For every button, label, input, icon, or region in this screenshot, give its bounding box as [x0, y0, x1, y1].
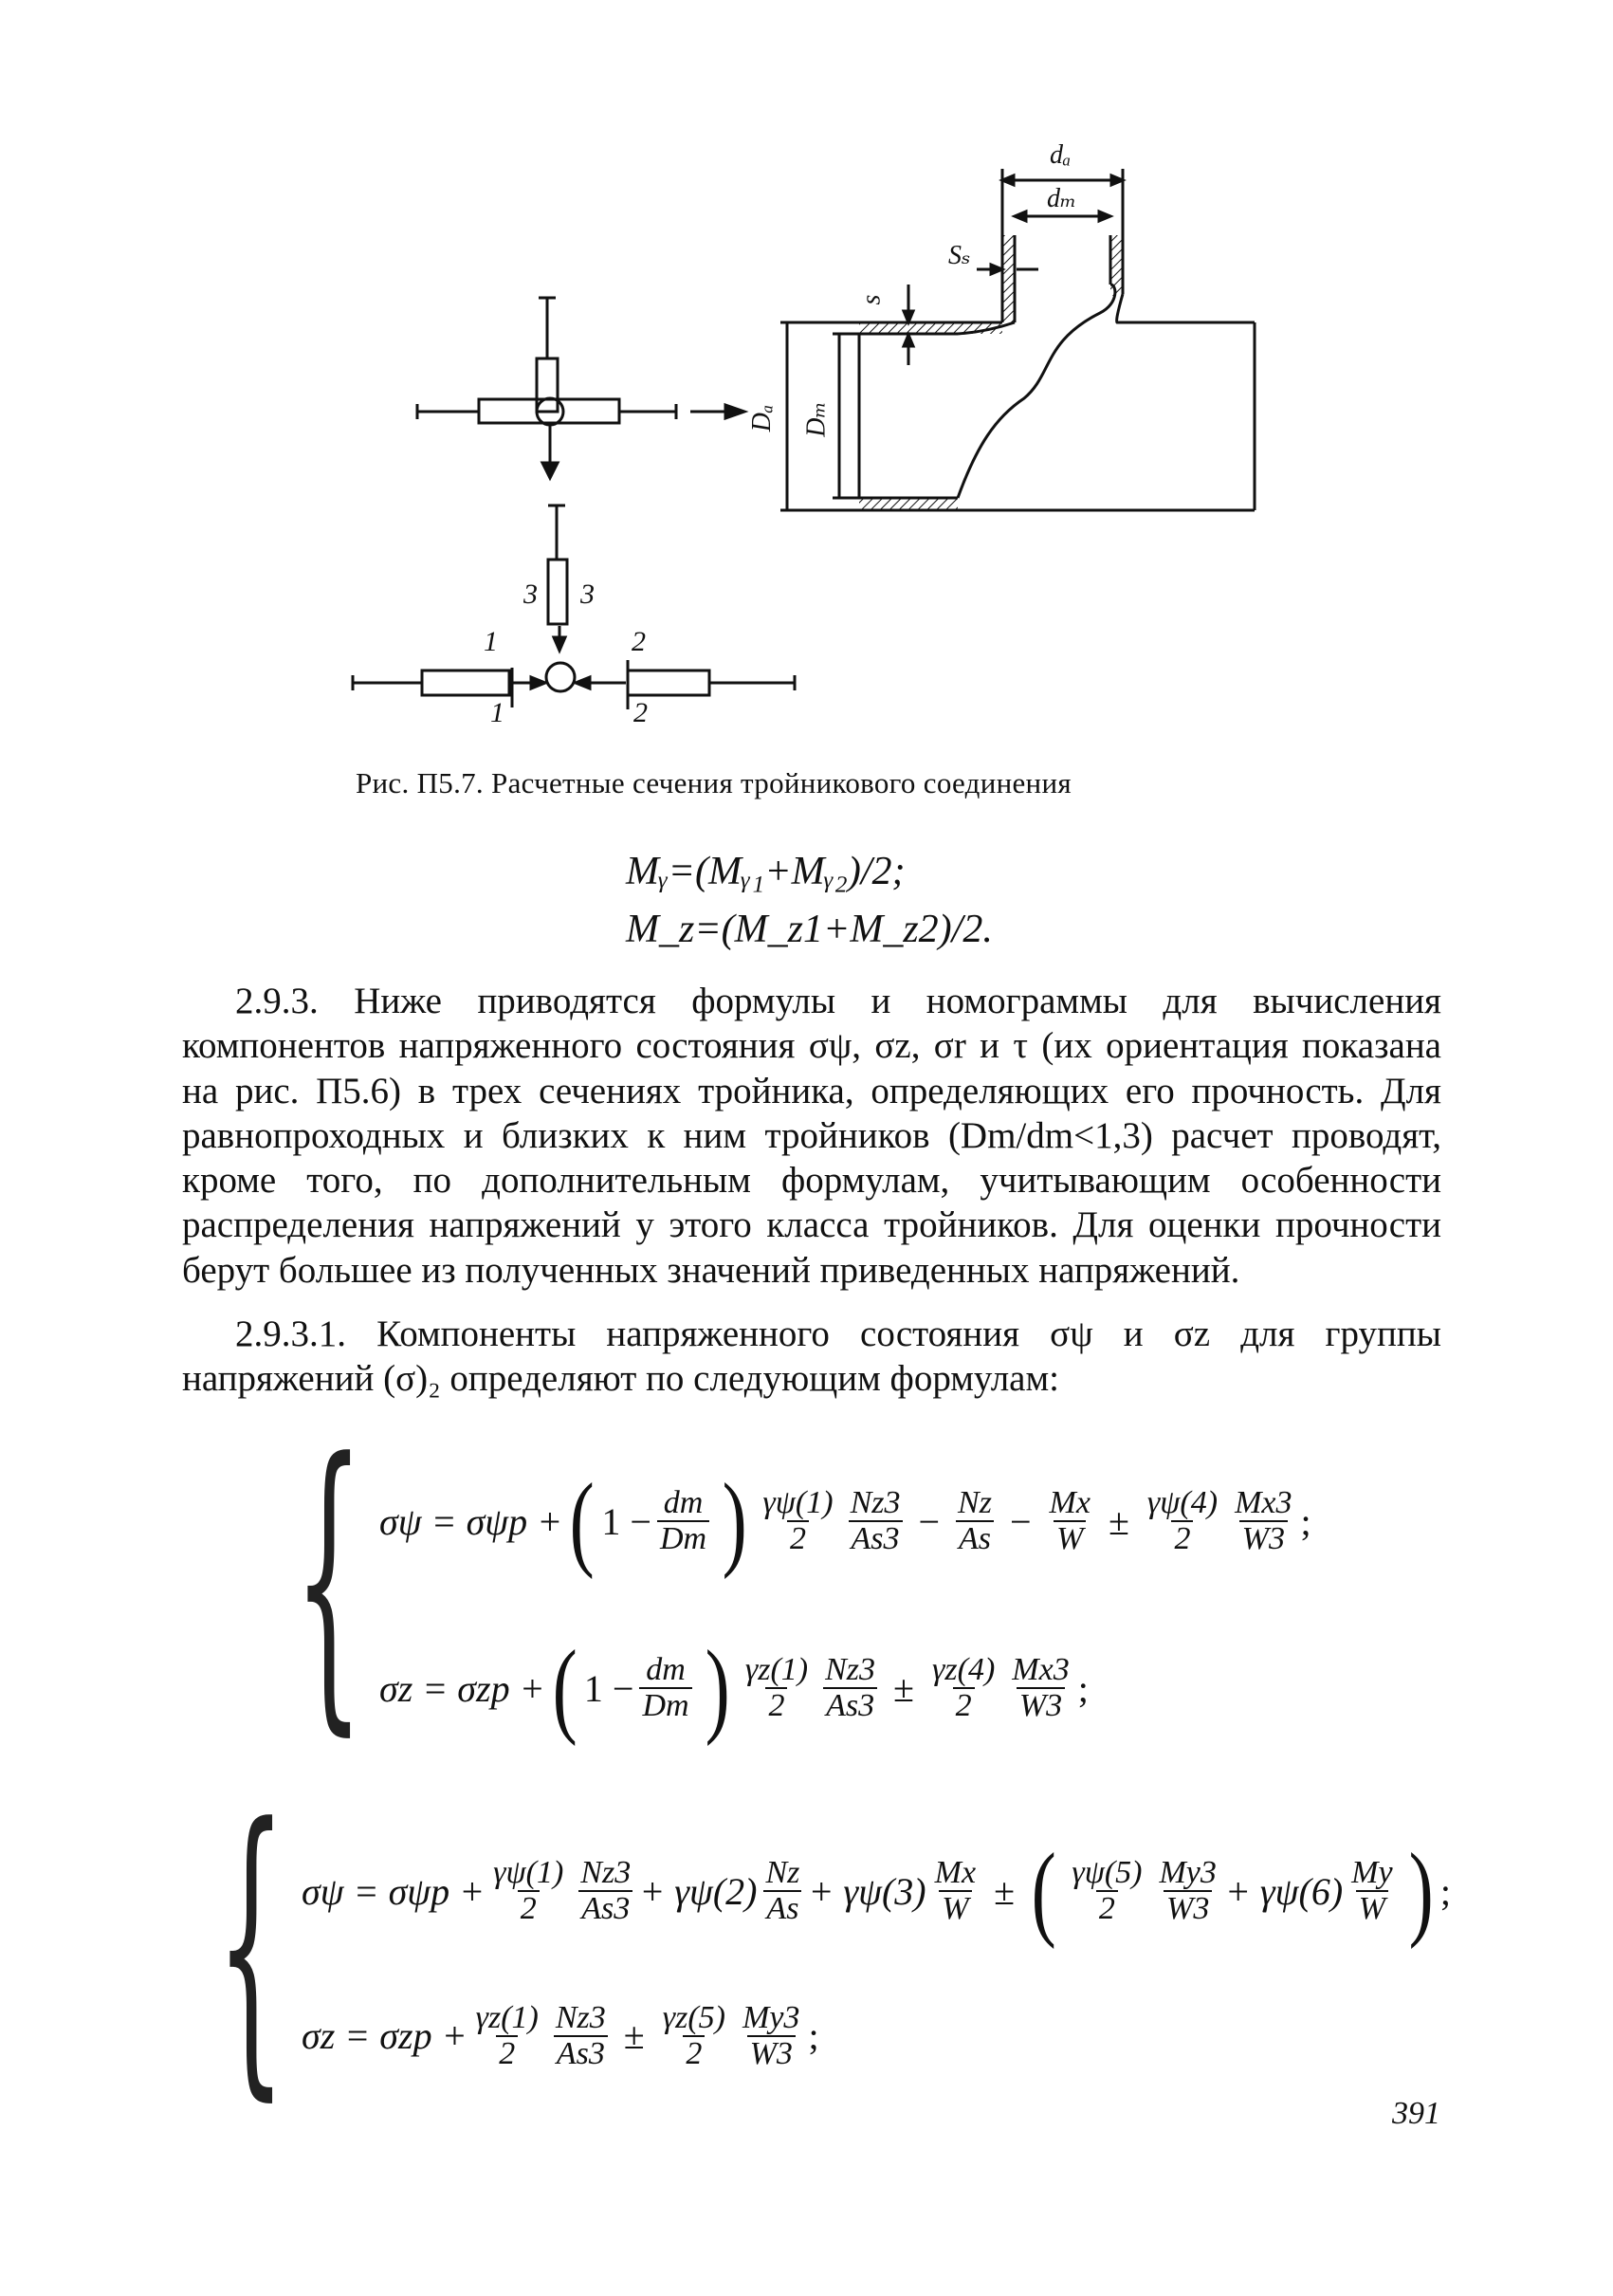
- s1r2-frac-g4: $\frac{\gamma z(4)}{2}$: [932, 1652, 996, 1723]
- paragraph-2-9-3-1: [182, 1312, 1441, 1402]
- s2r1-frac-g5: $\frac{\gamma\psi(5)}{2}$: [1072, 1855, 1143, 1926]
- s1r1-frac-Mx: $\frac{Mx}{W}$: [1049, 1485, 1091, 1556]
- lower-left-rect: [422, 670, 509, 695]
- upper-node-circle: [537, 398, 563, 425]
- s1r1-frac-dm-Dm: $\frac{dm}{Dm}$: [657, 1486, 709, 1555]
- label-section1-top: 1: [484, 626, 498, 657]
- label-Dm: Dₘ: [801, 401, 832, 437]
- s2r2-frac-g5: $\frac{\gamma z(5)}{2}$: [662, 2000, 726, 2071]
- s2r2-frac-Nz3: $\frac{Nz3}{As3}$: [553, 2001, 609, 2070]
- s2r1-frac-Nz3: $\frac{Nz3}{As3}$: [577, 1856, 633, 1925]
- paragraph-2-9-3-text: 2.9.3. Ниже приводятся формулы и номограммы для вычисления компонентов напряженного состояния σψ, σz, σr и τ (их ориентация показана на рис. П5.6) в трех сечениях тройника, определяющих его прочность. Для равнопроходных и близких к ним тройников (Dm/dm<1,3) расчет проводят, кроме того, по дополнительным формулам, учитывающим особенности распределения напряжений у этого класса тройников. Для оценки прочности берут большее из полученных значений приведенных напряжений.: [182, 981, 1441, 1291]
- system1-row1: σψ = σψp + ( 1 − $\frac{dm}{Dm}$ ) $\frac{\gamma\psi(1)}{2}$ $\frac{Nz3}{As3}$ − $\frac{Nz}{As}$ − $\frac{Mx}{W}$ ± $\frac{\gamma\psi(4)}{2}$ $\frac{Mx3}{W3}$ ;: [379, 1462, 1311, 1580]
- label-ss: Sₛ: [948, 241, 971, 270]
- lower-right-rect: [628, 670, 709, 695]
- label-s: s: [856, 294, 887, 305]
- page-number: 391: [1392, 2096, 1440, 2131]
- s1r2-frac-g1: $\frac{\gamma z(1)}{2}$: [744, 1652, 809, 1723]
- s1r1-frac-Mx3: $\frac{Mx3}{W3}$: [1235, 1485, 1292, 1556]
- s1r2-frac-dm-Dm: $\frac{dm}{Dm}$: [639, 1653, 691, 1722]
- label-dm: dₘ: [1047, 184, 1077, 213]
- figure-caption: Рис. П5.7. Расчетные сечения тройникового соединения: [356, 766, 1072, 799]
- s1r2-frac-Nz3: $\frac{Nz3}{As3}$: [822, 1653, 878, 1722]
- paragraph-2-9-3: [182, 979, 1441, 1293]
- equation-Mz: M_z=(M_z1+M_z2)/2.: [626, 908, 993, 951]
- equation-My: Mᵧ=(Mᵧ₁+Mᵧ₂)/2;: [626, 850, 906, 893]
- lower-stem-rect: [548, 560, 567, 624]
- s1r1-frac-g1: $\frac{\gamma\psi(1)}{2}$: [762, 1485, 834, 1556]
- s2r1-frac-My: $\frac{My}{W}$: [1351, 1855, 1393, 1926]
- system1-brace: {: [294, 1397, 364, 1761]
- s1r1-frac-Nz: $\frac{Nz}{As}$: [955, 1486, 995, 1555]
- label-section3-left: 3: [523, 579, 538, 610]
- system1-row2: σz = σzp + ( 1 − $\frac{dm}{Dm}$ ) $\frac{\gamma z(1)}{2}$ $\frac{Nz3}{As3}$ ± $\frac{\gamma z(4)}{2}$ $\frac{Mx3}{W3}$ ;: [379, 1629, 1089, 1747]
- label-section3-right: 3: [580, 579, 595, 610]
- label-Da: Dₐ: [747, 404, 778, 432]
- label-da: dₐ: [1050, 140, 1072, 170]
- s2r1-frac-g1: $\frac{\gamma\psi(1)}{2}$: [493, 1855, 564, 1926]
- label-section2-top: 2: [632, 626, 646, 657]
- system2-row2: σz = σzp + $\frac{\gamma z(1)}{2}$ $\frac{Nz3}{As3}$ ± $\frac{\gamma z(5)}{2}$ $\frac{My3}{W3}$ ;: [302, 2000, 819, 2071]
- s1r1-frac-Nz3: $\frac{Nz3}{As3}$: [848, 1486, 904, 1555]
- s1r2-lhs: σz = σzp +: [379, 1666, 545, 1710]
- system2-brace: {: [216, 1762, 286, 2126]
- s1r1-one-minus: 1 −: [601, 1499, 651, 1543]
- system2-row1: σψ = σψp + $\frac{\gamma\psi(1)}{2}$ $\frac{Nz3}{As3}$ + γψ(2) $\frac{Nz}{As}$ + γψ(3) $\frac{Mx}{W}$ ± ( $\frac{\gamma\psi(5)}{2}$ $\frac{My3}{W3}$ + γψ(6) $\frac{My}{W}$ ) ;: [302, 1832, 1451, 1950]
- upper-stem-rect: [537, 358, 558, 412]
- s1r1-lhs: σψ = σψp +: [379, 1499, 563, 1543]
- upper-bar-rect: [479, 399, 619, 423]
- s1r1-frac-g4: $\frac{\gamma\psi(4)}{2}$: [1146, 1485, 1219, 1556]
- paragraph-2-9-3-1-text: 2.9.3.1. Компоненты напряженного состояния σψ и σz для группы напряжений (σ)₂ определяют по следующим формулам:: [182, 1313, 1441, 1400]
- label-section1-bottom: 1: [490, 697, 504, 728]
- label-section2-bottom: 2: [633, 697, 648, 728]
- s2r1-frac-Mx: $\frac{Mx}{W}$: [934, 1855, 977, 1926]
- s2r1-frac-Nz: $\frac{Nz}{As}$: [762, 1856, 802, 1925]
- s2r2-frac-My3: $\frac{My3}{W3}$: [742, 2000, 800, 2071]
- s2r1-frac-My3: $\frac{My3}{W3}$: [1159, 1855, 1217, 1926]
- s2r2-frac-g1: $\frac{\gamma z(1)}{2}$: [475, 2000, 539, 2071]
- s1r2-frac-Mx3: $\frac{Mx3}{W3}$: [1012, 1652, 1070, 1723]
- lower-node-circle: [546, 663, 575, 691]
